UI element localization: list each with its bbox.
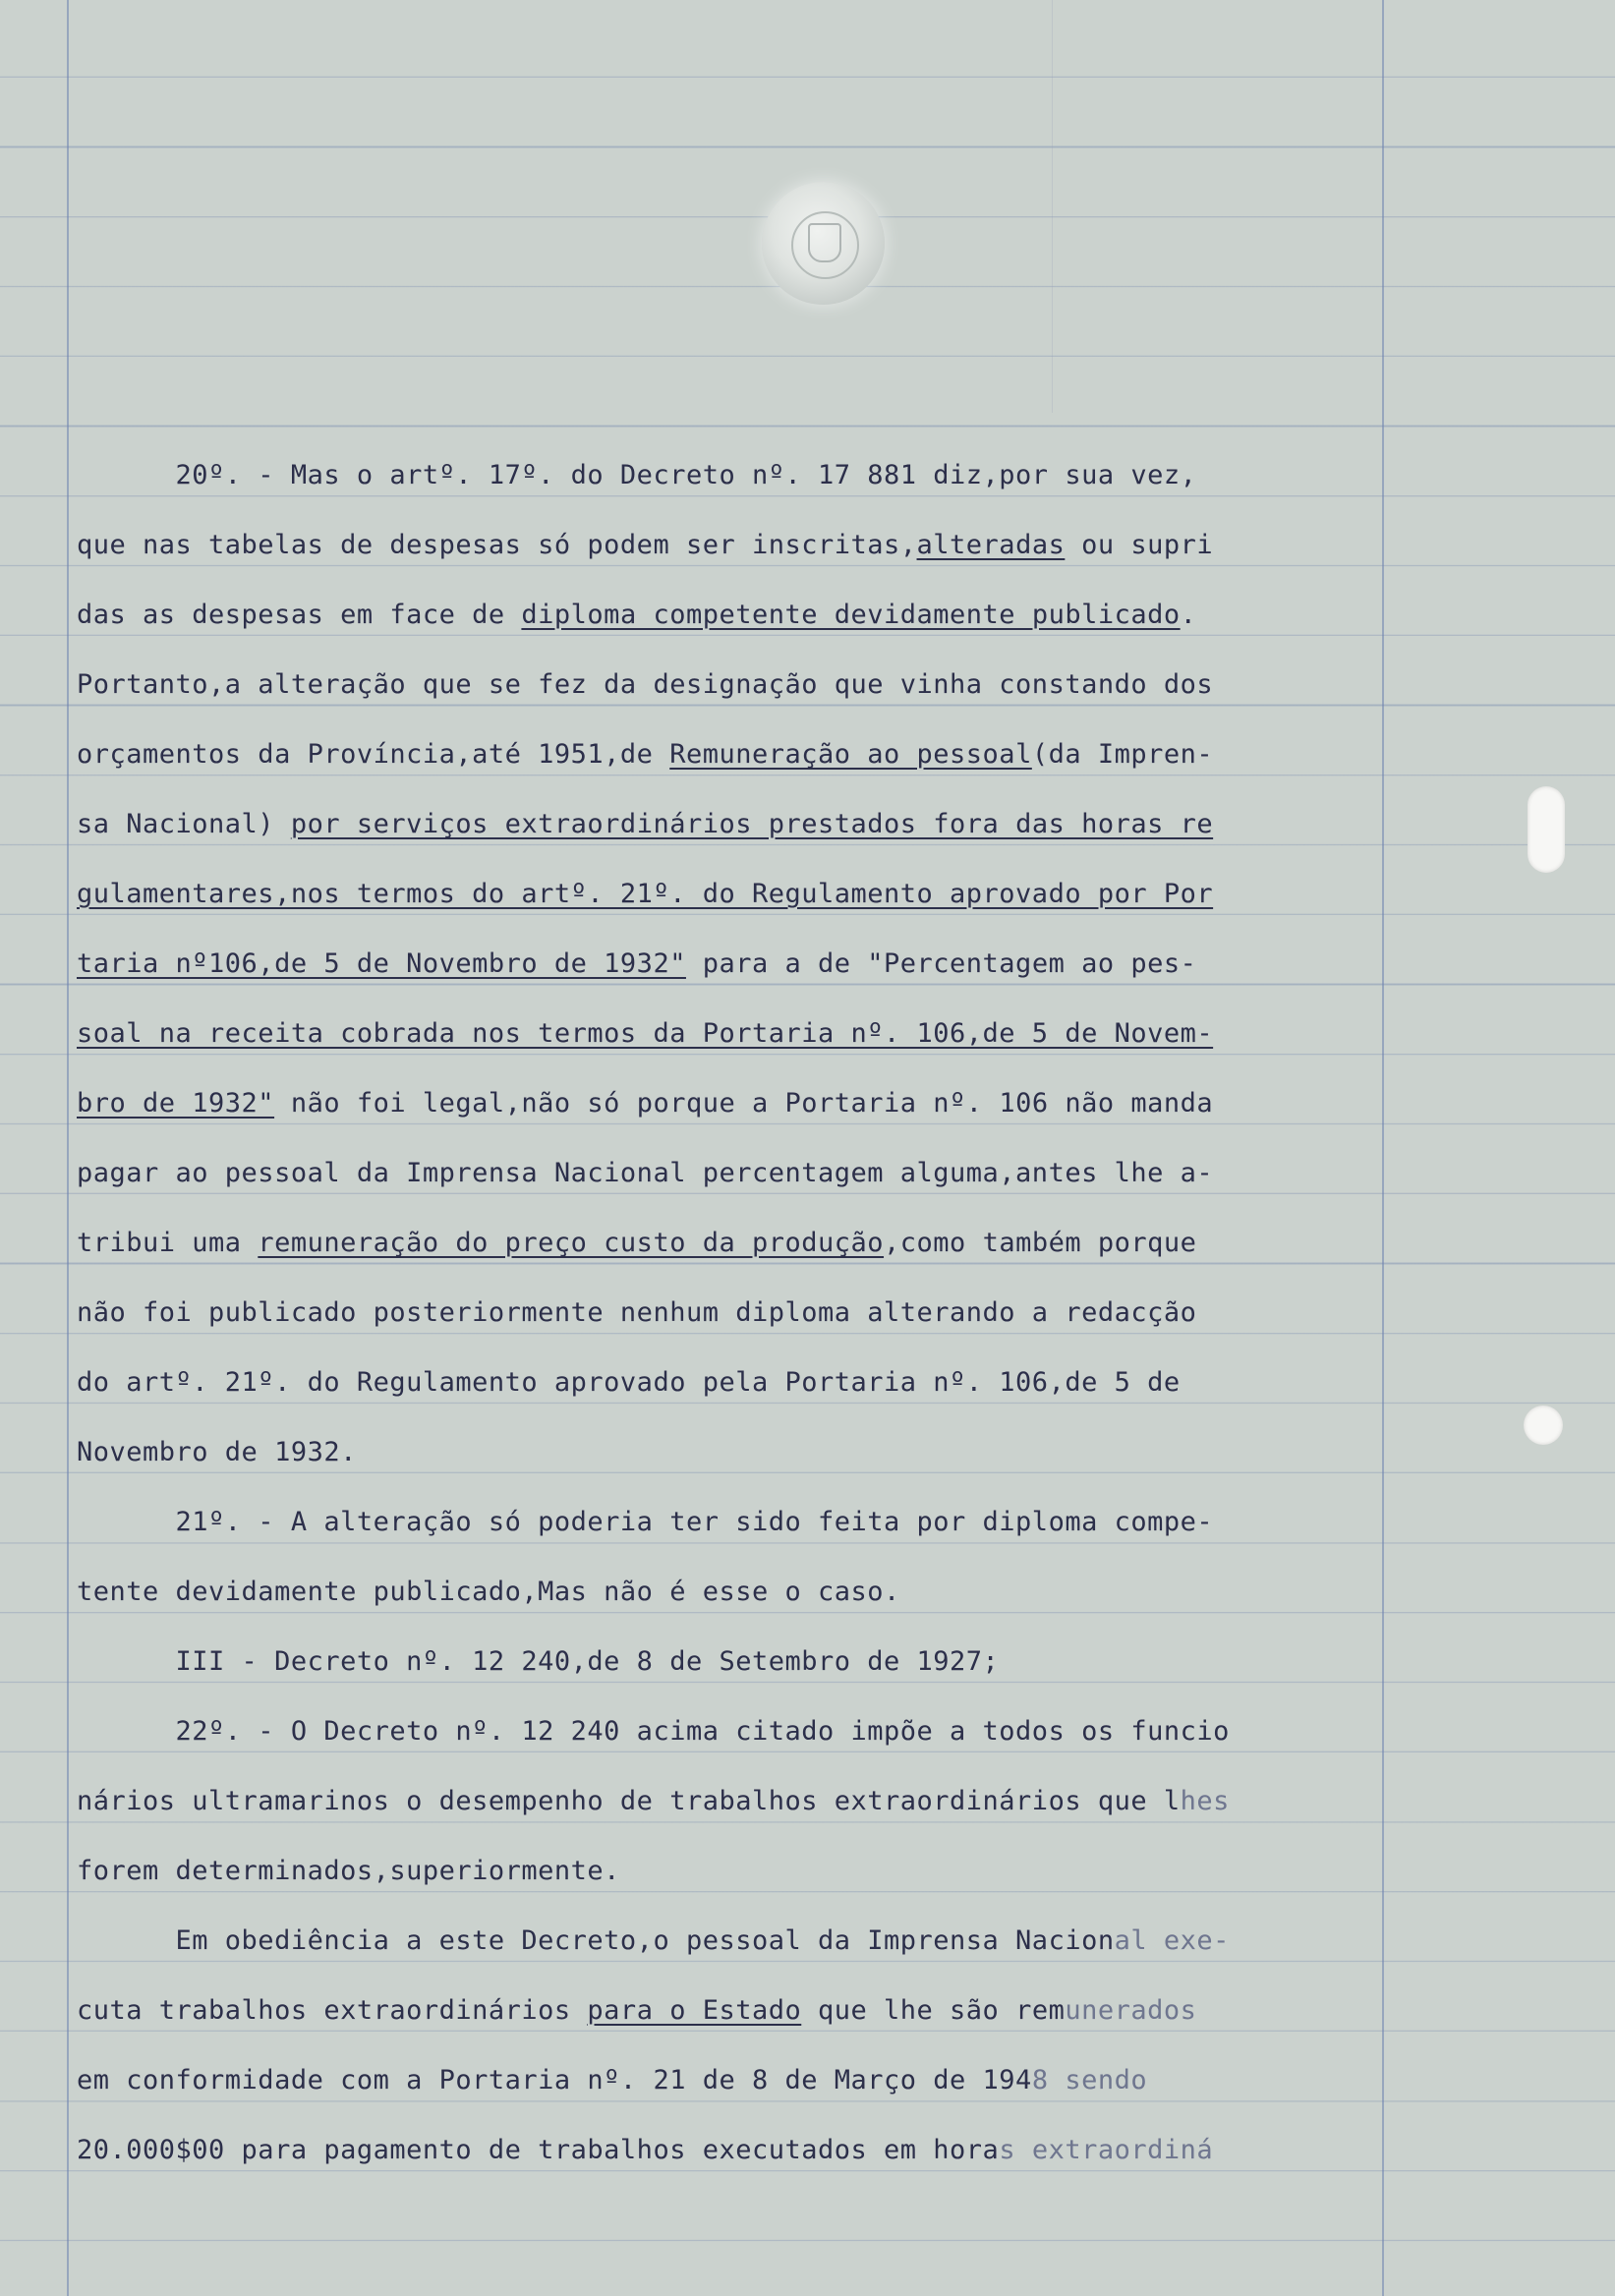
faded-text: 8 sendo bbox=[1031, 2065, 1148, 2095]
text-segment: tribui uma bbox=[77, 1228, 259, 1258]
text-segment: que lhe são rem bbox=[801, 1995, 1066, 2026]
text-segment: 22º. - O Decreto nº. 12 240 acima citado impõe a todos os funcio bbox=[77, 1716, 1230, 1747]
text-line bbox=[77, 1557, 1394, 1627]
text-line bbox=[77, 2115, 1394, 2185]
text-line bbox=[77, 1138, 1394, 1208]
text-segment: 20.000$00 para pagamento de trabalhos executados em hora bbox=[77, 2135, 1000, 2165]
text-line bbox=[77, 1068, 1394, 1138]
text-segment: forem determinados,superiormente. bbox=[77, 1856, 620, 1886]
text-line bbox=[77, 1766, 1394, 1836]
faded-text: s extraordiná bbox=[999, 2135, 1214, 2165]
text-line bbox=[77, 999, 1394, 1068]
text-line bbox=[77, 1836, 1394, 1906]
text-segment: orçamentos da Província,até 1951,de bbox=[77, 739, 670, 770]
text-segment: do artº. 21º. do Regulamento aprovado pela Portaria nº. 106,de 5 de bbox=[77, 1367, 1181, 1398]
underlined-text: Remuneração ao pessoal bbox=[669, 739, 1032, 770]
seal-shield-icon bbox=[808, 223, 841, 262]
left-margin-rule bbox=[67, 0, 69, 2296]
text-segment: tente devidamente publicado,Mas não é esse o caso. bbox=[77, 1577, 900, 1607]
text-segment: . bbox=[1180, 600, 1197, 630]
text-line bbox=[77, 580, 1394, 650]
underlined-text: diploma competente devidamente publicado bbox=[521, 600, 1181, 630]
text-segment: para a de "Percentagem ao pes- bbox=[685, 948, 1197, 979]
text-segment: nários ultramarinos o desempenho de trabalhos extraordinários que l bbox=[77, 1786, 1181, 1816]
faded-text: hes bbox=[1180, 1786, 1230, 1816]
binder-hole-bottom bbox=[1524, 1406, 1563, 1445]
text-segment: que nas tabelas de despesas só podem ser inscritas, bbox=[77, 530, 917, 560]
underlined-text: remuneração do preço custo da produção bbox=[258, 1228, 885, 1258]
text-line bbox=[77, 2045, 1394, 2115]
underlined-text: soal na receita cobrada nos termos da Portaria nº. 106,de 5 de Novem- bbox=[77, 1018, 1214, 1049]
text-line bbox=[77, 1696, 1394, 1766]
text-segment: Novembro de 1932. bbox=[77, 1437, 357, 1467]
text-line bbox=[77, 1278, 1394, 1348]
text-segment: (da Impren- bbox=[1031, 739, 1214, 770]
underlined-text: bro de 1932" bbox=[77, 1088, 275, 1119]
text-line bbox=[77, 1906, 1394, 1976]
faded-text: unerados bbox=[1065, 1995, 1197, 2026]
text-segment: ,como também porque bbox=[884, 1228, 1197, 1258]
text-line bbox=[77, 1487, 1394, 1557]
text-line bbox=[77, 719, 1394, 789]
faint-vertical-rule bbox=[1052, 0, 1053, 413]
text-line bbox=[77, 1208, 1394, 1278]
text-line bbox=[77, 440, 1394, 510]
underlined-text: taria nº106,de 5 de Novembro de 1932" bbox=[77, 948, 686, 979]
text-segment: Em obediência a este Decreto,o pessoal da Imprensa Nacion bbox=[77, 1925, 1115, 1956]
text-segment: sa Nacional) bbox=[77, 809, 291, 839]
text-line bbox=[77, 1627, 1394, 1696]
text-line bbox=[77, 650, 1394, 719]
text-line bbox=[77, 510, 1394, 580]
text-line bbox=[77, 859, 1394, 929]
faded-text: al exe- bbox=[1114, 1925, 1230, 1956]
text-segment: em conformidade com a Portaria nº. 21 de 8 de Março de 194 bbox=[77, 2065, 1032, 2095]
underlined-text: para o Estado bbox=[587, 1995, 802, 2026]
text-segment: das as despesas em face de bbox=[77, 600, 522, 630]
underlined-text: por serviços extraordinários prestados fora das horas re bbox=[290, 809, 1214, 839]
underlined-text: gulamentares,nos termos do artº. 21º. do Regulamento aprovado por Por bbox=[77, 879, 1214, 909]
text-segment: não foi publicado posteriormente nenhum diploma alterando a redacção bbox=[77, 1297, 1197, 1328]
text-segment: 21º. - A alteração só poderia ter sido feita por diploma compe- bbox=[77, 1507, 1214, 1537]
binder-hole-top bbox=[1528, 786, 1565, 873]
text-line bbox=[77, 1976, 1394, 2045]
text-segment: 20º. - Mas o artº. 17º. do Decreto nº. 17 881 diz,por sua vez, bbox=[77, 460, 1197, 490]
text-line bbox=[77, 789, 1394, 859]
embossed-seal bbox=[762, 182, 885, 305]
text-segment: não foi legal,não só porque a Portaria nº. 106 não manda bbox=[274, 1088, 1214, 1119]
text-segment: III - Decreto nº. 12 240,de 8 de Setembro de 1927; bbox=[77, 1646, 1000, 1677]
text-segment: Portanto,a alteração que se fez da designação que vinha constando dos bbox=[77, 669, 1214, 700]
text-segment: cuta trabalhos extraordinários bbox=[77, 1995, 588, 2026]
text-segment: pagar ao pessoal da Imprensa Nacional percentagem alguma,antes lhe a- bbox=[77, 1158, 1214, 1188]
text-line bbox=[77, 1417, 1394, 1487]
text-line bbox=[77, 1348, 1394, 1417]
typed-text-body bbox=[77, 440, 1394, 2185]
text-segment: ou supri bbox=[1065, 530, 1214, 560]
underlined-text: alteradas bbox=[916, 530, 1066, 560]
text-line bbox=[77, 929, 1394, 999]
